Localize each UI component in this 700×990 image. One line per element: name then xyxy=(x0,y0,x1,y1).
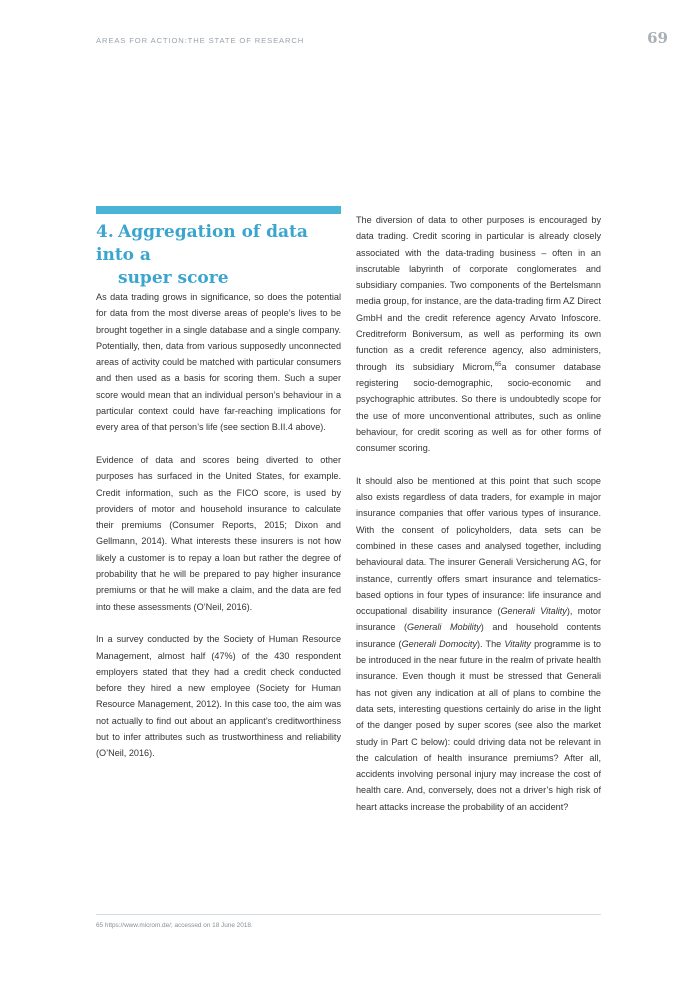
section-heading xyxy=(96,221,346,290)
left-paragraph-3: In a survey conducted by the Society of Human Resource Management, almost half (47%) of the 430 respondent employers stated that they had a credit check conducted before they hired a new employee (Society for Human Resource Management, 2012). In this case too, the aim was not actually to find out about an applicant’s creditworthiness but to infer attributes such as trustworthiness and reliability (O’Neil, 2016). xyxy=(96,634,341,759)
left-column xyxy=(96,289,341,762)
footnote-ref-65: 65 xyxy=(494,361,502,368)
generali-vitality-italic: Generali Vitality xyxy=(500,606,567,617)
right-p2-text-a: It should also be mentioned at this point that such scope also exists regardless of data traders, for example in major insurance companies that offer various types of insurance. With the consent of policyholders, data sets can be combined in these cases and analysed together, including behavioural data. The insurer Generali Versicherung AG, for instance, currently offers smart insurance and telematics-based options in four types of insurance: life insurance and occupational disability insurance ( xyxy=(356,475,601,617)
right-p1-text-a: The diversion of data to other purposes is encouraged by data trading. Credit scoring in particular is already closely associated with the data-trading business – often in an inscrutable labyrinth of corporate conglomerates and subsidiary companies. Two components of the Bertelsmann media group, for instance, are the data-trading firm AZ Direct GmbH and the credit reference agency Arvato Infoscore. Creditreform Boniversum, as well as performing its own function as a credit reference agency, also administers, through its subsidiary Microm, xyxy=(356,215,601,372)
right-p2-text-d: ). The xyxy=(477,638,505,649)
section-number: 4. xyxy=(96,222,114,242)
left-paragraph-1: As data trading grows in significance, so does the potential for data from the most diverse areas of people’s lives to be brought together in a single database and a single company. Potentially, then, data from various supposedly unconnected areas of activity could be matched with particular consumers and then used as a basis for scoring them. Such a super score would mean that an individual person’s behaviour in a particular context could have far-reaching implications for every area of that person’s life (see section B.II.4 above). xyxy=(96,292,341,433)
section-accent-bar xyxy=(96,206,341,214)
right-p2-text-c: ) and household contents insurance ( xyxy=(356,622,601,649)
right-p2-text-b: ), motor insurance ( xyxy=(356,606,602,633)
vitality-italic: Vitality xyxy=(504,638,531,649)
right-p2-text-e: programme is to be introduced in the near future in the realm of private health insurance. Even though it must be stressed that Generali has not given any indication at all of plans to combine the data sets, interesting questions certainly do arise in the light of the danger posed by super scores (see also the market study in Part C below): could driving data not be relevant in the calculation of health insurance premiums? After all, accidents involving personal injury may increase the cost of health care. And, conversely, does not a driver’s high risk of heart attacks increase the probability of an accident? xyxy=(356,638,601,812)
right-paragraph-1 xyxy=(356,212,601,456)
running-head: AREAS FOR ACTION:THE STATE OF RESEARCH xyxy=(96,36,305,45)
right-paragraph-2 xyxy=(356,473,601,815)
left-paragraph-2: Evidence of data and scores being diverted to other purposes has surfaced in the United States, for example. Credit information, such as the FICO score, is used by providers of motor and household insurance to calculate their premiums (Consumer Reports, 2015; Dixon and Gellmann, 2014). What interests these insurers is not how likely a customer is to repay a loan but rather the degree of probability that he will be prepared to pay higher insurance premiums or that he will make a claim, and the data are fed into these assessments (O’Neil, 2016). xyxy=(96,454,341,612)
page-number: 69 xyxy=(647,29,668,47)
right-p1-text-b: a consumer database registering socio-demographic, socio-economic and psychographic attributes. So there is undoubtedly scope for the use of more unconventional attributes, such as online behaviour, for credit scoring as well as for other forms of consumer scoring. xyxy=(356,361,601,454)
generali-mobility-italic: Generali Mobility xyxy=(407,622,481,633)
footnote-65: 65 https://www.microm.de/; accessed on 18 June 2018. xyxy=(96,922,253,929)
section-title-line1: Aggregation of data into a xyxy=(96,222,308,265)
generali-domocity-italic: Generali Domocity xyxy=(401,638,477,649)
footnote-divider xyxy=(96,914,601,915)
section-title-line2: super score xyxy=(118,268,229,288)
right-column xyxy=(356,212,601,815)
